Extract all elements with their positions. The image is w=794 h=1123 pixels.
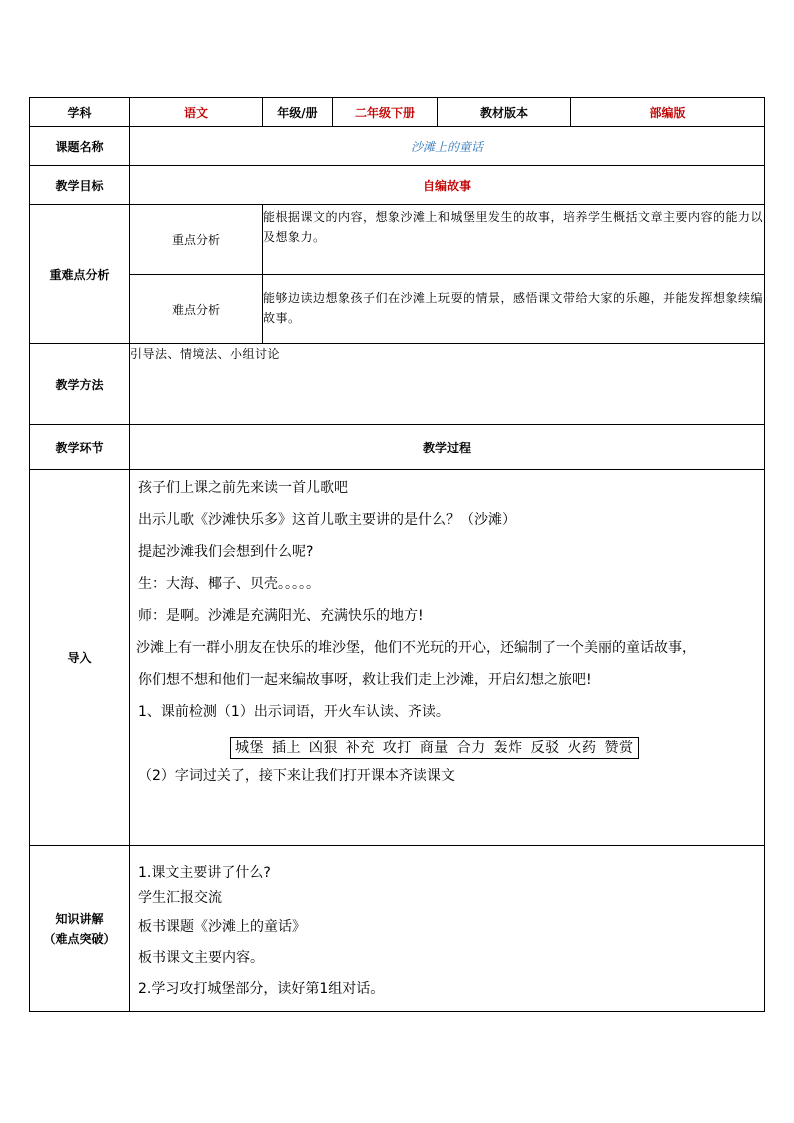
intro-line: 1、课前检测（1）出示词语，开火车认读、齐读。 xyxy=(138,704,450,720)
method-text: 引导法、情境法、小组讨论 xyxy=(130,344,765,425)
knowledge-line: 1.课文主要讲了什么? xyxy=(138,865,271,881)
knowledge-line: 2.学习攻打城堡部分，读好第1组对话。 xyxy=(138,981,385,997)
intro-label: 导入 xyxy=(30,470,130,846)
method-row xyxy=(30,344,765,425)
intro-line: 生：大海、椰子、贝壳。。。。。 xyxy=(138,576,320,592)
process-label: 教学过程 xyxy=(130,425,765,470)
intro-line: 师：是啊。沙滩是充满阳光、充满快乐的地方! xyxy=(138,608,424,624)
method-label: 教学方法 xyxy=(30,344,130,425)
grade-label: 年级/册 xyxy=(263,98,333,127)
stage-label: 教学环节 xyxy=(30,425,130,470)
intro-line: 沙滩上有一群小朋友在快乐的堆沙堡，他们不光玩的开心，还编制了一个美丽的童话故事， xyxy=(136,640,696,656)
difficult-analysis-row xyxy=(30,275,765,344)
intro-row xyxy=(30,470,765,846)
goal-value: 自编故事 xyxy=(130,166,765,205)
intro-content xyxy=(130,470,765,846)
intro-line: 你们想不想和他们一起来编故事呀，救让我们走上沙滩，开启幻想之旅吧! xyxy=(138,672,592,688)
goal-label: 教学目标 xyxy=(30,166,130,205)
key-analysis-row xyxy=(30,205,765,275)
lesson-plan-table xyxy=(29,97,765,1012)
title-row xyxy=(30,127,765,166)
key-analysis-label: 重点分析 xyxy=(130,205,263,275)
knowledge-line: 学生汇报交流 xyxy=(138,890,222,906)
header-row xyxy=(30,98,765,127)
intro-line: 出示儿歌《沙滩快乐多》这首儿歌主要讲的是什么？（沙滩） xyxy=(138,512,516,528)
key-analysis-text: 能根据课文的内容，想象沙滩上和城堡里发生的故事，培养学生概括文章主要内容的能力以及想象力。 xyxy=(263,205,765,275)
intro-line: 提起沙滩我们会想到什么呢? xyxy=(138,544,314,560)
knowledge-line: 板书课文主要内容。 xyxy=(138,950,264,966)
edition-label: 教材版本 xyxy=(438,98,571,127)
title-label: 课题名称 xyxy=(30,127,130,166)
knowledge-row xyxy=(30,846,765,1012)
intro-after-vocab: （2）字词过关了，接下来让我们打开课本齐读课文 xyxy=(138,768,455,784)
knowledge-label-line1: 知识讲解 xyxy=(55,911,104,926)
edition-value: 部编版 xyxy=(571,98,765,127)
vocab-box: 城堡 插上 凶狠 补充 攻打 商量 合力 轰炸 反驳 火药 赞赏 xyxy=(230,737,639,759)
subject-value: 语文 xyxy=(130,98,263,127)
knowledge-label-line2: （难点突破） xyxy=(43,931,116,946)
subject-label: 学科 xyxy=(30,98,130,127)
knowledge-label xyxy=(30,846,130,1012)
goal-row xyxy=(30,166,765,205)
difficult-analysis-label: 难点分析 xyxy=(130,275,263,344)
knowledge-line: 板书课题《沙滩上的童话》 xyxy=(138,919,306,935)
knowledge-content xyxy=(130,846,765,1012)
title-value: 沙滩上的童话 xyxy=(130,127,765,166)
grade-value: 二年级下册 xyxy=(333,98,438,127)
process-header-row xyxy=(30,425,765,470)
analysis-label: 重难点分析 xyxy=(30,205,130,344)
difficult-analysis-text: 能够边读边想象孩子们在沙滩上玩耍的情景，感悟课文带给大家的乐趣，并能发挥想象续编故事。 xyxy=(263,275,765,344)
intro-line: 孩子们上课之前先来读一首儿歌吧 xyxy=(138,480,348,496)
